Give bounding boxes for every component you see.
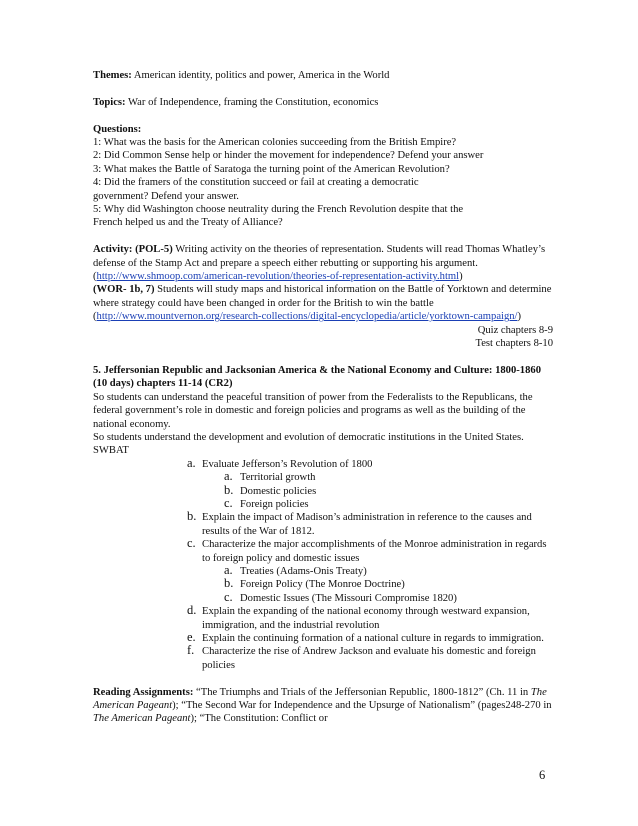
list-item-text: Explain the impact of Madison’s administration in reference to the causes and results of the War of 1812. — [202, 512, 532, 537]
list-item — [187, 605, 553, 632]
topics-text: War of Independence, framing the Constitution, economics — [125, 96, 379, 108]
list-item-text: Treaties (Adams-Onis Treaty) — [240, 565, 367, 577]
list-item-text: Characterize the major accomplishments of the Monroe administration in regards to foreign policy and domestic issues — [202, 539, 547, 564]
document-body — [93, 69, 553, 726]
activity-paragraph: Activity: (POL-5) Writing activity on the theories of representation. Students will read Thomas Whatley’s defense of the Stamp Act and prepare a speech either rebutting or supporting his argument. (http://www.shmoop.com/american-revolution/theories-of-representation-activity.html) (WOR- 1b, 7) Students will study maps and historical information on the Battle of Yorktown and determine where strategy could have been changed in order for the British to win the battle (http://www.mountvernon.org/research-collections/digital-encyclopedia/article/yorktown-campaign/) — [93, 244, 552, 323]
quiz-line: Quiz chapters 8-9 — [477, 324, 553, 336]
question-line: 4: Did the framers of the constitution succeed or fail at creating a democratic — [93, 177, 419, 189]
list-item — [187, 645, 553, 672]
question-line: 3: What makes the Battle of Saratoga the turning point of the American Revolution? — [93, 163, 450, 175]
list-item — [224, 471, 553, 484]
reading-assignments: Reading Assignments: “The Triumphs and Trials of the Jeffersonian Republic, 1800-1812” (Ch. 11 in The American Pageant); “The Second War for Independence and the Upsurge of Nationalism” (pages248-270 in The American Pageant); “The Constitution: Conflict or — [93, 686, 552, 725]
list-item-text: Evaluate Jefferson’s Revolution of 1800 — [202, 458, 373, 470]
book-title: The American Pageant — [93, 686, 547, 712]
list-item — [224, 495, 553, 511]
topics-label: Topics: — [93, 96, 126, 108]
list-item — [187, 538, 553, 605]
list-item — [224, 482, 553, 498]
book-title: The American Pageant — [93, 713, 191, 725]
list-marker: a. — [187, 455, 196, 470]
mountvernon-link[interactable]: http://www.mountvernon.org/research-collections/digital-encyclopedia/article/yorktown-campaign/ — [96, 311, 518, 323]
questions-section — [93, 123, 553, 230]
list-marker: c. — [187, 536, 196, 551]
question-line: French helped us and the Treaty of Alliance? — [93, 217, 283, 229]
list-item-text: Territorial growth — [240, 472, 316, 484]
questions-label: Questions: — [93, 123, 142, 135]
sub-list — [202, 471, 553, 511]
question-line: 1: What was the basis for the American colonies succeeding from the British Empire? — [93, 137, 457, 148]
list-item — [224, 589, 553, 605]
list-item — [187, 455, 553, 512]
list-marker: a. — [224, 469, 233, 484]
page-number: 6 — [539, 768, 546, 782]
themes-line — [93, 69, 553, 82]
list-item — [187, 511, 553, 538]
sub-list — [202, 562, 553, 605]
list-item — [224, 578, 553, 591]
activity-label-2: (WOR- 1b, 7) — [93, 284, 155, 296]
question-line: 5: Why did Washington choose neutrality during the French Revolution despite that the — [93, 204, 464, 216]
question-line: 2: Did Common Sense help or hinder the movement for independence? Defend your answer — [93, 150, 484, 162]
activity-label: Activity: (POL-5) — [93, 244, 173, 256]
list-item-text: Domestic Issues (The Missouri Compromise 1820) — [240, 592, 457, 604]
test-line: Test chapters 8-10 — [475, 338, 553, 350]
list-marker: f. — [187, 643, 195, 658]
list-marker: c. — [224, 589, 233, 604]
list-item-text: Explain the continuing formation of a national culture in regards to immigration. — [202, 633, 544, 644]
shmoop-link[interactable]: http://www.shmoop.com/american-revolution/theories-of-representation-activity.html — [96, 271, 460, 283]
list-item — [187, 632, 553, 645]
list-marker: a. — [224, 562, 233, 577]
question-line: government? Defend your answer. — [93, 190, 239, 202]
unit-paragraph-2: So students understand the development and evolution of democratic institutions in the United States. SWBAT — [93, 431, 524, 457]
list-marker: b. — [224, 482, 234, 497]
list-item-text: Foreign policies — [240, 498, 309, 510]
list-item-text: Domestic policies — [240, 485, 317, 497]
list-marker: e. — [187, 630, 196, 644]
reading-label: Reading Assignments: — [93, 686, 194, 698]
topics-line — [93, 96, 553, 109]
themes-text: American identity, politics and power, America in the World — [131, 70, 390, 81]
unit-heading: 5. Jeffersonian Republic and Jacksonian America & the National Economy and Culture: 1800-1860 (10 days) chapters 11-14 (CR2) — [93, 364, 541, 390]
list-item-text: Characterize the rise of Andrew Jackson and evaluate his domestic and foreign policies — [202, 646, 536, 671]
list-marker: d. — [187, 603, 197, 618]
list-marker: b. — [224, 576, 234, 591]
unit-paragraph-1: So students can understand the peaceful transition of power from the Federalists to the Republicans, the federal government’s role in domestic and foreign policies and programs as well as the building of the national economy. — [93, 391, 533, 430]
list-item — [224, 562, 553, 578]
objectives-list — [93, 455, 553, 673]
list-item-text: Foreign Policy (The Monroe Doctrine) — [240, 579, 405, 591]
list-marker: b. — [187, 509, 197, 524]
themes-label: Themes: — [93, 70, 132, 81]
list-marker: c. — [224, 495, 233, 510]
list-item-text: Explain the expanding of the national economy through westward expansion, immigration, and the industrial revolution — [202, 606, 530, 631]
